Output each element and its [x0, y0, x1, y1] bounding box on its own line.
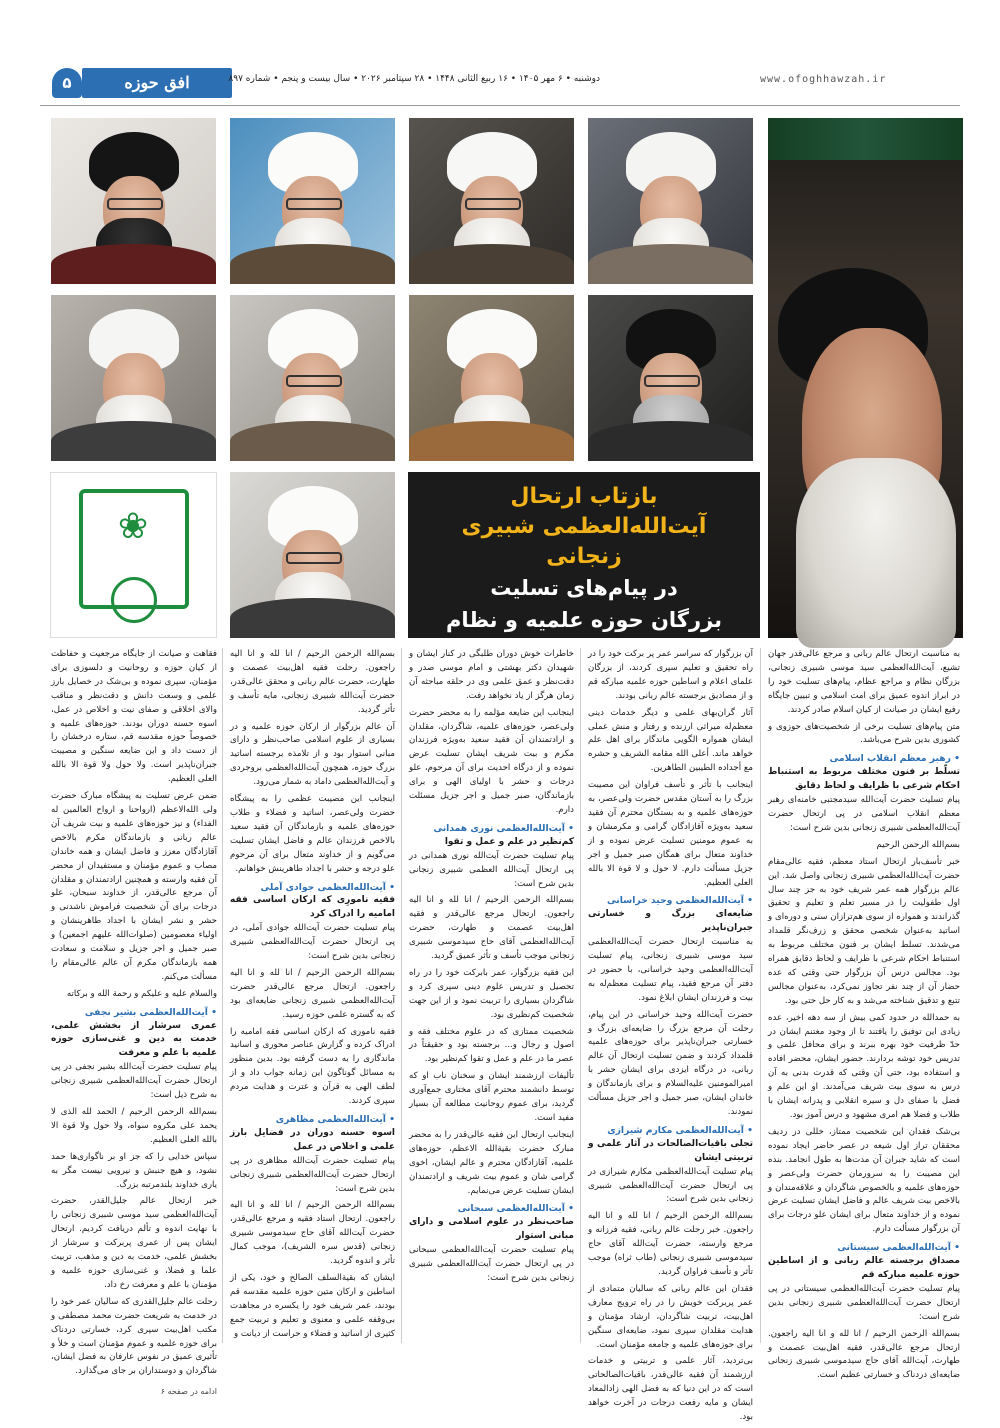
section-heading: • آیت‌الله‌العظمی وحید خراسانی [606, 895, 753, 907]
section-subheading: کم‌نظیر در علم و عمل و تقوا [444, 836, 574, 847]
paragraph: ضمن عرض تسلیت به پیشگاه مبارک حضرت ولی الله‌الاعظم (ارواحنا و ارواح العالمین له الفداء) و نیز حوزه‌های علمیه و بیت شریف آن عالم ربانی و بازماندگان مکرم بالاخص آقازادگان معزز و فاضل ایشان و همه خاندان مصاب و عموم مؤمنان و مستفیدان از محضر آن فقیه وارسته و همچنین ارادتمندان و مقلدان آن مرجع عالی‌قدر، از خداوند سبحان، علو درجات برای آن شخصیت فراموش ناشدنی و حشر و نشر ایشان با اجداد طاهرینشان و اولیاء معصومین (صلوات‌الله علیهم اجمعین) و صبر جمیل و اجر جزیل و سلامت و سعادت همه بازماندگان مکرم آن عالم عالی‌مقام را مسألت می‌کنم. [51, 791, 217, 982]
paragraph: شخصیت ممتازی که در علوم مختلف فقه و اصول و رجال و... برجسته بود و حقیقتاً در عصر ما در علم و عمل و تقوا کم‌نظیر بود. [409, 1026, 574, 1065]
continued-on-page-note: ادامه در صفحه ۶ [160, 1387, 217, 1397]
paragraph: پیام تسلیت حضرت آیت‌الله بشیر نجفی در پی ارتحال حضرت آیت‌الله‌العظمی شبیری زنجانی به شرح ذیل است: [51, 1062, 217, 1101]
section-heading: • آیت‌الله‌العظمی نوری همدانی [433, 822, 574, 834]
portrait-photo [588, 118, 753, 284]
paragraph: فقدان این عالم ربانی که سالیان متمادی از عمر پربرکت خویش را در راه ترویج معارف اهل‌بیت، تربیت شاگردان، ارشاد مؤمنان و هدایت مقلدان سپری نمود، ضایعه‌ای سنگین برای حوزه‌های علمیه و جامعه مؤمنان است. [588, 1283, 753, 1350]
globe-icon [111, 577, 157, 623]
paragraph: فقاهت و صیانت از جایگاه مرجعیت و حفاظت از کیان حوزه و روحانیت و دلسوزی برای مؤمنان، سپری نموده و بی‌شک در خصایل بارز علمی و وسعت دانش و دقت‌نظر و مناقب والای اخلاقی و صفای نیت و اخلاص در عمل، اسوه حسنه دوران بودند. حوزه‌های علمیه و خصوصاً حوزه مقدسه قم، ستاره درخشان را از دست داد و این ضایعه سنگین و مصیبت جبران‌ناپذیر است. ولا حول ولا قوة الا بالله العلی العظیم. [51, 649, 217, 785]
section-subheading: صاحب‌نظر در علوم اسلامی و دارای مبانی استوار [409, 1217, 574, 1242]
paragraph: پیام تسلیت آیت‌الله‌العظمی مکارم شیرازی در پی ارتحال حضرت آیت‌الله‌العظمی شبیری زنجانی بدین شرح است: [588, 1166, 753, 1205]
column-divider [580, 648, 581, 1343]
site-url[interactable]: www.ofoghhawzah.ir [760, 74, 887, 85]
paragraph: اینجانب با تأثر و تأسف فراوان این مصیبت بزرگ را به آستان مقدس حضرت ولی‌عصر، به حوزه‌های علمیه و به بستگان محترم آن فقید سعید به‌ویژه آقازادگان گرامی و مکرمشان و به عموم مومنین تسلیت عرض نموده و از خداوند متعال برای همگان صبر جمیل و اجر جزیل مسألت دارم. لا حول و لا قوة الا بالله العلی العظیم. [588, 780, 753, 888]
section-subheading: فقیه نامورِی که ارکان اساسی فقه امامیه را ادراک کرد [230, 895, 395, 920]
column-divider [401, 648, 402, 1343]
article-column-1 [768, 648, 960, 1381]
headline-line-3: در پیام‌های تسلیت [490, 576, 678, 600]
column-divider [760, 648, 761, 1343]
seminary-emblem-logo [50, 472, 217, 638]
paragraph: رحلت عالم جلیل‌القدری که سالیان عمر خود را در خدمت به شریعت حضرت محمد مصطفی و مکتب اهل‌بیت سپری کرد، خسارتی دردناک برای حوزه علمیه و عموم مؤمنان است و خلأ و تأثیری عمیق در نفوس عارفان به فضل ایشان، شاگردان و دوستداران بر جای می‌گذارد. [51, 1296, 217, 1377]
section-subheading: مصداق برجسته عالم ربانی و از اساطین حوزه علمیه مبارکه قم [768, 1256, 960, 1280]
hero-portrait-photo [768, 118, 963, 638]
paragraph: اینجانب این ضایعه مؤلمه را به محضر حضرت ولی‌عصر، حوزه‌های علمیه، شاگردان، مقلدان و ارادتمندان آن فقید سعید به‌ویژه فرزندان مکرم و بیت شریف ایشان تسلیت عرض نموده و از درگاه احدیت برای آن مرحوم، علو درجات و حشر با اولیای الهی و برای بازماندگان، صبر جمیل و اجر جزیل مسئلت دارم. [409, 707, 574, 815]
paragraph: خاطرات خوش دوران طلبگی در کنار ایشان و شهیدان دکتر بهشتی و امام موسی صدر و دقت‌نظر و عمق علمی وی در حلقه مباحثه آن زمان هرگز از یاد نخواهد رفت. [409, 649, 574, 701]
headline-line-4: بزرگان حوزه علمیه و نظام [445, 608, 723, 632]
paragraph: به مناسبت ارتحال عالم ربانی و مرجع عالی‌قدر جهان تشیع، آیت‌الله‌العظمی سید موسی شبیری زنجانی، بزرگان نظام و مراجع عظام، پیام‌های تسلیت خود را در ابراز اندوه عمیق برای امت اسلامی و تبیین جایگاه رفیع ایشان در صیانت از کیان اسلام صادر کردند. [768, 649, 960, 715]
paragraph: آن عالم بزرگوار از ارکان حوزه علمیه و در بسیاری از علوم اسلامی صاحب‌نظر و دارای مبانی استوار بود و از تلامذه برجسته اساتید بزرگ حوزه، همچون آیت‌الله‌العظمی بروجردی و آیت‌الله‌العظمی داماد به شمار می‌رود. [230, 721, 395, 788]
headline-line-1: بازتاب ارتحال [510, 484, 658, 509]
paragraph: خبر ارتحال عالم جلیل‌القدر، حضرت آیت‌الله‌العظمی سید موسی شبیری زنجانی را با نهایت اندوه و تألم دریافت کردیم. ارتحال ایشان پس از عمری پربرکت و سرشار از بخشش علمی، خدمت به دین و مذهب، تربیت علما و فضلا، و غنی‌سازی حوزه علمیه و مؤمنان با علم و معرفت رخ داد. [51, 1196, 217, 1290]
paragraph: پیام تسلیت حضرت آیت‌الله سیدمجتبی خامنه‌ای رهبر معظم انقلاب اسلامی در پی ارتحال حضرت آیت‌الله‌العظمی شبیری زنجانی بدین شرح است: [768, 795, 960, 833]
portrait-photo [51, 118, 216, 284]
green-banner [768, 118, 963, 160]
article-column-2 [588, 648, 753, 1423]
section-subheading: عمری سرشار از بخشش علمی، خدمت به دین و غنی‌سازی حوزه علمیه با علم و معرفت [51, 1020, 217, 1059]
paragraph: بسم‌الله الرحمن الرحیم [876, 839, 960, 850]
article-column-5 [51, 648, 217, 1397]
section-subheading: تجلی باقیات‌الصالحات در آثار علمی و تربیتی ایشان [588, 1138, 753, 1163]
paragraph: فقیه ناموری که ارکان اساسی فقه امامیه را ادراک کرده و گزارش عناصر محوری و اسانید ماندگاری را به دست گرفته بود. بدین منظور به مسائل گوناگون این زمانه جواب داد و از لطف الهی به قرآن و عترت و هدایت مردم سپری کردند. [230, 1026, 395, 1107]
paragraph: بی‌تردید، آثار علمی و تربیتی و خدمات ارزشمند آن فقیه عالی‌قدر، باقیات‌الصالحاتی است که در این دنیا که به فضل الهی زادالمعاد ایشان و مایه رفعت درجات در آخرت خواهد بود. [588, 1356, 753, 1423]
section-heading: • رهبر معظم انقلاب اسلامی [829, 753, 960, 765]
section-subheading: اسوه حسنه دوران در فضایل بارز علمی و اخلاص در عمل [230, 1127, 395, 1152]
paragraph: بسم‌الله الرحمن الرحیم / انا لله و انا الیه راجعون. خبر رحلت عالم ربانی، فقیه فرزانه و مرجع وارسته، حضرت آیت‌الله آقای حاج سیدموسی شبیری زنجانی (طاب ثراه) موجب تأثر و تأسف فراوان گردید. [588, 1211, 753, 1277]
portrait-photo [409, 118, 574, 284]
portrait-photo [230, 118, 395, 284]
section-heading: • آیت‌الله‌العظمی جوادی آملی [260, 881, 395, 893]
section-heading: • آیت‌الله‌العظمی سیستانی [837, 1242, 960, 1254]
paragraph: این فقیه بزرگوار، عمر بابرکت خود را در راه تحصیل و تدریس علوم دینی سپری کرد و شاگردان بسیاری را تربیت نمود و از این جهت شخصیت کم‌نظیری بود. [409, 967, 574, 1020]
section-heading: • آیت‌الله‌العظمی بشیر نجفی [84, 1006, 217, 1018]
paragraph: متن پیام‌های تسلیت برخی از شخصیت‌های حوزوی و کشوری بدین شرح می‌باشد. [768, 721, 960, 746]
tulip-icon: ❀ [117, 506, 149, 547]
paragraph: بسم‌الله الرحمن الرحیم / انا لله و انا الیه راجعون. ارتحال مرجع عالی‌قدر، فقیه اهل‌بیت عصمت و طهارت، آیت‌الله آقای حاج سیدموسی شبیری زنجانی ضایعه‌ای دردناک و خسارتی عظیم است. [768, 1328, 960, 1381]
paragraph: بسم‌الله الرحمن الرحیم / انا لله و انا الیه راجعون. ارتحال استاد فقیه و مرجع عالی‌قدر، حضرت آیت‌الله آقای حاج سیدموسی شبیری زنجانی (قدس سره الشریف)، موجب کمال تأثر و اندوه گردید. [230, 1200, 395, 1267]
paragraph: اینجانب این مصیبت عظمی را به پیشگاه حضرت ولی‌عصر، اساتید و فضلاء و طلاب حوزه‌های علمیه و بازماندگان آن فقید سعید بالاخص فرزندان عالم و فاضل ایشان تسلیت می‌گویم و از خداوند متعال برای آن مرحوم علو درجه و حشر با اجداد طاهرینش خواهانم. [230, 794, 395, 874]
paragraph: سپاس خدایی را که جز او بر ناگواری‌ها حمد نشود، و هیچ جنبش و نیرویی نیست مگر به یاری خداوند بلندمرتبه بزرگ. [51, 1151, 217, 1190]
paragraph: بسم‌الله الرحمن الرحیم / انا لله و انا الیه راجعون. ارتحال مرجع عالی‌قدر و فقیه اهل‌بیت عصمت و طهارت، حضرت آیت‌الله‌العظمی آقای حاج سیدموسی شبیری زنجانی موجب تأسف و تأثر عمیق گردید. [409, 895, 574, 962]
paragraph: به حمدالله در حدود کمی بیش از سه دهه اخیر، عده زیادی این توفیق را یافتند تا از وجود مغتنم ایشان در حدّ ظرفیت خود بهره ببرند و برای محافل علمی و تدریس خود توشه بردارند. حضور ایشان، محضر افاده و استفاده بود، حتی آن وقتی که قدرت بدنی به آن درس به سوی بیت شریف می‌آمدند. او این علم و فضل با صفای دل و سیره انقلابی و پدرانه ایشان با طلاب و فضلا هم امری مشهود و درس آموز بود. [768, 1012, 960, 1120]
paragraph: پیام تسلیت حضرت آیت‌الله‌العظمی سیستانی در پی ارتحال حضرت آیت‌الله‌العظمی شبیری زنجانی بدین شرح است: [768, 1283, 960, 1322]
section-subheading: ضایعه‌ای بزرگ و خسارتی جبران‌ناپذیر [588, 909, 753, 934]
paragraph: پیام تسلیت حضرت آیت‌الله نوری همدانی در پی ارتحال آیت‌الله العظمی شبیری زنجانی بدین شرح است: [409, 850, 574, 889]
paragraph: پیام تسلیت حضرت آیت‌الله مظاهری در پی ارتحال حضرت آیت‌الله‌العظمی شبیری زنجانی بدین شرح است: [230, 1155, 395, 1194]
article-column-4 [230, 648, 395, 1348]
header-divider [40, 105, 960, 106]
paragraph: بی‌شک فقدان این شخصیت ممتاز، خللی در ردیف محققان تراز اول شیعه در عصر حاضر ایجاد نموده است که شاید جبران آن مدت‌ها به طول انجامد. بنده این مصیبت را به سرورمان حضرت ولی‌عصر و حوزه‌های علمیه و بالخصوص شاگردان و علاقه‌مندان و بالاخص بیت شریف عالم و فاضل ایشان تسلیت عرض نموده و از خداوند متعال برای ایشان علو درجات برای آن بزرگوار مسألت دارم. [768, 1126, 960, 1235]
headline-line-2: آیت‌الله‌العظمی شبیری زنجانی [461, 514, 707, 569]
paragraph: بسم‌الله الرحمن الرحیم / الحمد لله الذی لا یحمد علی مکروه سواه، ولا حول ولا قوة الا بالله العلی العظیم. [51, 1107, 217, 1145]
paragraph: اینجانب ارتحال این فقیه عالی‌قدر را به محضر مبارک حضرت بقیة‌الله الاعظم، حوزه‌های علمیه، آقازادگان محترم و عالم ایشان، اخوی گرامی شان و عموم بیت شریف و ارادتمندان ایشان تسلیت عرض می‌نمایم. [409, 1129, 574, 1196]
page-number: ۵ [52, 68, 82, 98]
paragraph: بسم‌الله الرحمن الرحیم / انا لله و انا الیه راجعون. ارتحال مرجع عالی‌قدر حضرت آیت‌الله‌العظمی شبیری زنجانی ضایعه‌ای بود که به گستره علمی حوزه رسید. [230, 967, 395, 1020]
section-heading: • آیت‌الله‌العظمی مکارم شیرازی [607, 1124, 753, 1136]
issue-info: دوشنبه • ۶ مهر ۱۴۰۵ • ۱۶ ربیع الثانی ۱۴۴۸ • ۲۸ سپتامبر ۲۰۲۶ • سال بیست و پنجم • شماره ۸۹۷ [228, 74, 600, 84]
paragraph: آثار گران‌بهای علمی و دیگر خدمات دینی معظم‌له میراثی ارزنده و رفتار و منش عملی ایشان همواره الگویی ماندگار برای اهل علم خواهد ماند. أعلی الله مقامه الشریف و حشره مع أجداده الطیبین الطاهرین. [588, 707, 753, 774]
portrait-photo [588, 295, 753, 461]
paragraph: خبر تأسف‌بار ارتحال استاد معظم، فقیه عالی‌مقام حضرت آیت‌الله‌العظمی شبیری زنجانی واصل شد. این عالم بزرگوار همه عمر شریف خود به جز چند سال اول طفولیت را در مسیر تعلم و تعلیم و تحقیق گذراندند و همواره از سوی هم‌تراز‌ان سنی و دوره‌ای و اساتید به‌عنوان شخصی محقق و زرف‌نگر قلمداد می‌شدند. تسلط ایشان بر فنون مختلف مربوط به استنباط احکام شرعی با ظرایف و لحاظ دقایق همراه بود. مجالس درس آن بزرگوار حتی وقتی که عده حضار آن از چند نفر تجاوز نمی‌کرد، به‌عنوان مجالس تتبع و تدقیق شناخته می‌شد و به کار حل حتی بود. [768, 856, 960, 1006]
section-subheading: تسلّط بر فنون مختلف مربوط به استنباط احکام شرعی با ظرایف و لحاظ دقایق [768, 767, 960, 792]
headline-box [408, 472, 760, 638]
article-column-3 [409, 648, 574, 1348]
portrait-photo [409, 295, 574, 461]
portrait-photo [230, 472, 395, 638]
paragraph: حضرت آیت‌الله وحید خراسانی در این پیام، رحلت آن مرجع بزرگ را ضایعه‌ای بزرگ و خسارتی جبران‌ناپذیر برای حوزه‌های علمیه قلمداد کردند و ضمن تسلیت ارتحال آن عالم ربانی، در درگاه ایزدی برای ایشان حشر با امیرالمومنین علیه‌السلام و برای بازماندگان و خاندان ایشان، صبر جمیل و اجر جزیل مسألت نمودند. [588, 1009, 753, 1117]
paragraph: پیام تسلیت حضرت آیت‌الله جوادی آملی، در پی ارتحال حضرت آیت‌الله‌العظمی شبیری زنجانی بدین شرح است: [230, 923, 395, 962]
section-heading: • آیت‌الله‌العظمی مظاهری [275, 1114, 395, 1125]
paragraph: تألیفات ارزشمند ایشان و سخنان ناب او که توسط دانشمند محترم آقای مختاری جمع‌آوری گردید، برای عموم روحانیت مطالعه آن بسیار مفید است. [409, 1071, 574, 1123]
paragraph: بسم‌الله الرحمن الرحیم / انا لله و انا الیه راجعون. رحلت فقیه اهل‌بیت عصمت و طهارت، حضرت عالم ربانی و محقق عالی‌قدر، حضرت آیت‌الله شبیری زنجانی، مایه تأسف و تأثر گردید. [230, 649, 395, 715]
column-divider [222, 648, 223, 1343]
paragraph: آن بزرگوار که سراسر عمر پر برکت خود را در راه تحقیق و تعلیم سپری کردند، از بزرگان علمای اعلام و اساطین حوزه علمیه مبارکه قم و از مصادیق برجسته عالم ربانی بودند. [588, 649, 753, 701]
paragraph: ایشان که بقیة‌السلف الصالح و خود، یکی از اساطین و ارکان متین حوزه علمیه مقدسه قم بودند، عمر شریف خود را یکسره در مجاهدت بی‌وقفه علمی و معنوی و تعلیم و تربیت جمع کثیری از اساتید و فضلاء و حراست از دیانت و [230, 1272, 395, 1339]
portrait-photo [51, 295, 216, 461]
portrait-photo [230, 295, 395, 461]
section-heading: • آیت‌الله‌العظمی سبحانی [457, 1203, 574, 1215]
paragraph: والسلام علیه و علیکم و رحمة الله و برکاته [66, 988, 217, 999]
paragraph: به مناسبت ارتحال حضرت آیت‌الله‌العظمی سید موسی شبیری زنجانی، پیام تسلیت آیت‌الله‌العظمی وحید خراسانی، با حضور در دفتر آن مرجع فقید، پیام تسلیت معظم‌له به بیت و فرزندان ایشان ابلاغ نمود. [588, 937, 753, 1003]
page-header [40, 62, 960, 106]
publication-logo: افق حوزه [82, 68, 232, 98]
paragraph: پیام تسلیت حضرت آیت‌الله‌العظمی سبحانی در پی ارتحال حضرت آیت‌الله‌العظمی شبیری زنجانی بدین شرح است: [409, 1245, 574, 1283]
